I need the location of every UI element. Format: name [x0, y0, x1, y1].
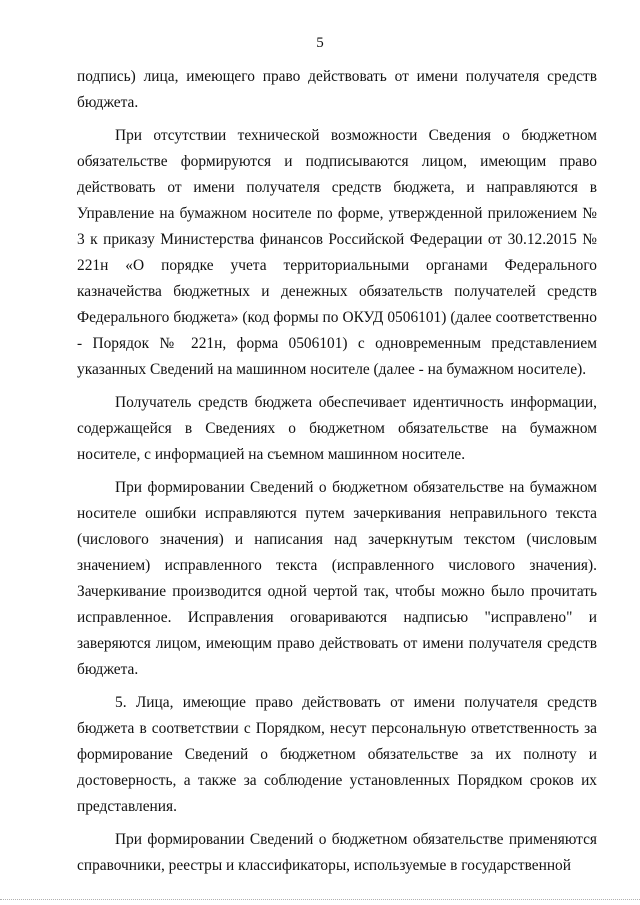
paragraph-error-correction: При формировании Сведений о бюджетном обязательстве на бумажном носителе ошибки исправляются путем зачеркивания неправильного текста (числового значения) и написания над зачеркнутым текстом (числовым значением) исправленного текста (исправленного числового значения). Зачеркивание производится одной чертой так, чтобы можно было прочитать исправленное. Исправления оговариваются надписью "исправлено" и заверяются лицом, имеющим право действовать от имени получателя средств бюджета.	[77, 479, 597, 678]
paragraph-reference-books: При формировании Сведений о бюджетном обязательстве применяются справочники, реестры и классификаторы, используемые в государственной	[77, 831, 597, 874]
paragraph-paper-submission: При отсутствии технической возможности Сведения о бюджетном обязательстве формируются и подписываются лицом, имеющим право действовать от имени получателя средств бюджета, и направляются в Управление на бумажном носителе по форме, утвержденной приложением № 3 к приказу Министерства финансов Российской Федерации от 30.12.2015 № 221н «О порядке учета территориальными органами Федерального казначейства бюджетных и денежных обязательств получателей средств Федерального бюджета» (код формы по ОКУД 0506101) (далее соответственно - Порядок № 221н, форма 0506101) с одновременным представлением указанных Сведений на машинном носителе (далее - на бумажном носителе).	[77, 127, 597, 378]
paragraph-responsibility: 5. Лица, имеющие право действовать от имени получателя средств бюджета в соответствии с Порядком, несут персональную ответственность за формирование Сведений о бюджетном обязательстве за их полноту и достоверность, а также за соблюдение установленных Порядком сроков их представления.	[77, 694, 597, 815]
paragraph-identity-of-information: Получатель средств бюджета обеспечивает идентичность информации, содержащейся в Сведениях о бюджетном обязательстве на бумажном носителе, с информацией на съемном машинном носителе.	[77, 394, 597, 463]
paragraph-continuation: подпись) лица, имеющего право действовать от имени получателя средств бюджета.	[77, 68, 597, 111]
scan-edge-line	[0, 899, 640, 901]
document-body	[77, 64, 597, 886]
page-number: 5	[316, 35, 324, 51]
